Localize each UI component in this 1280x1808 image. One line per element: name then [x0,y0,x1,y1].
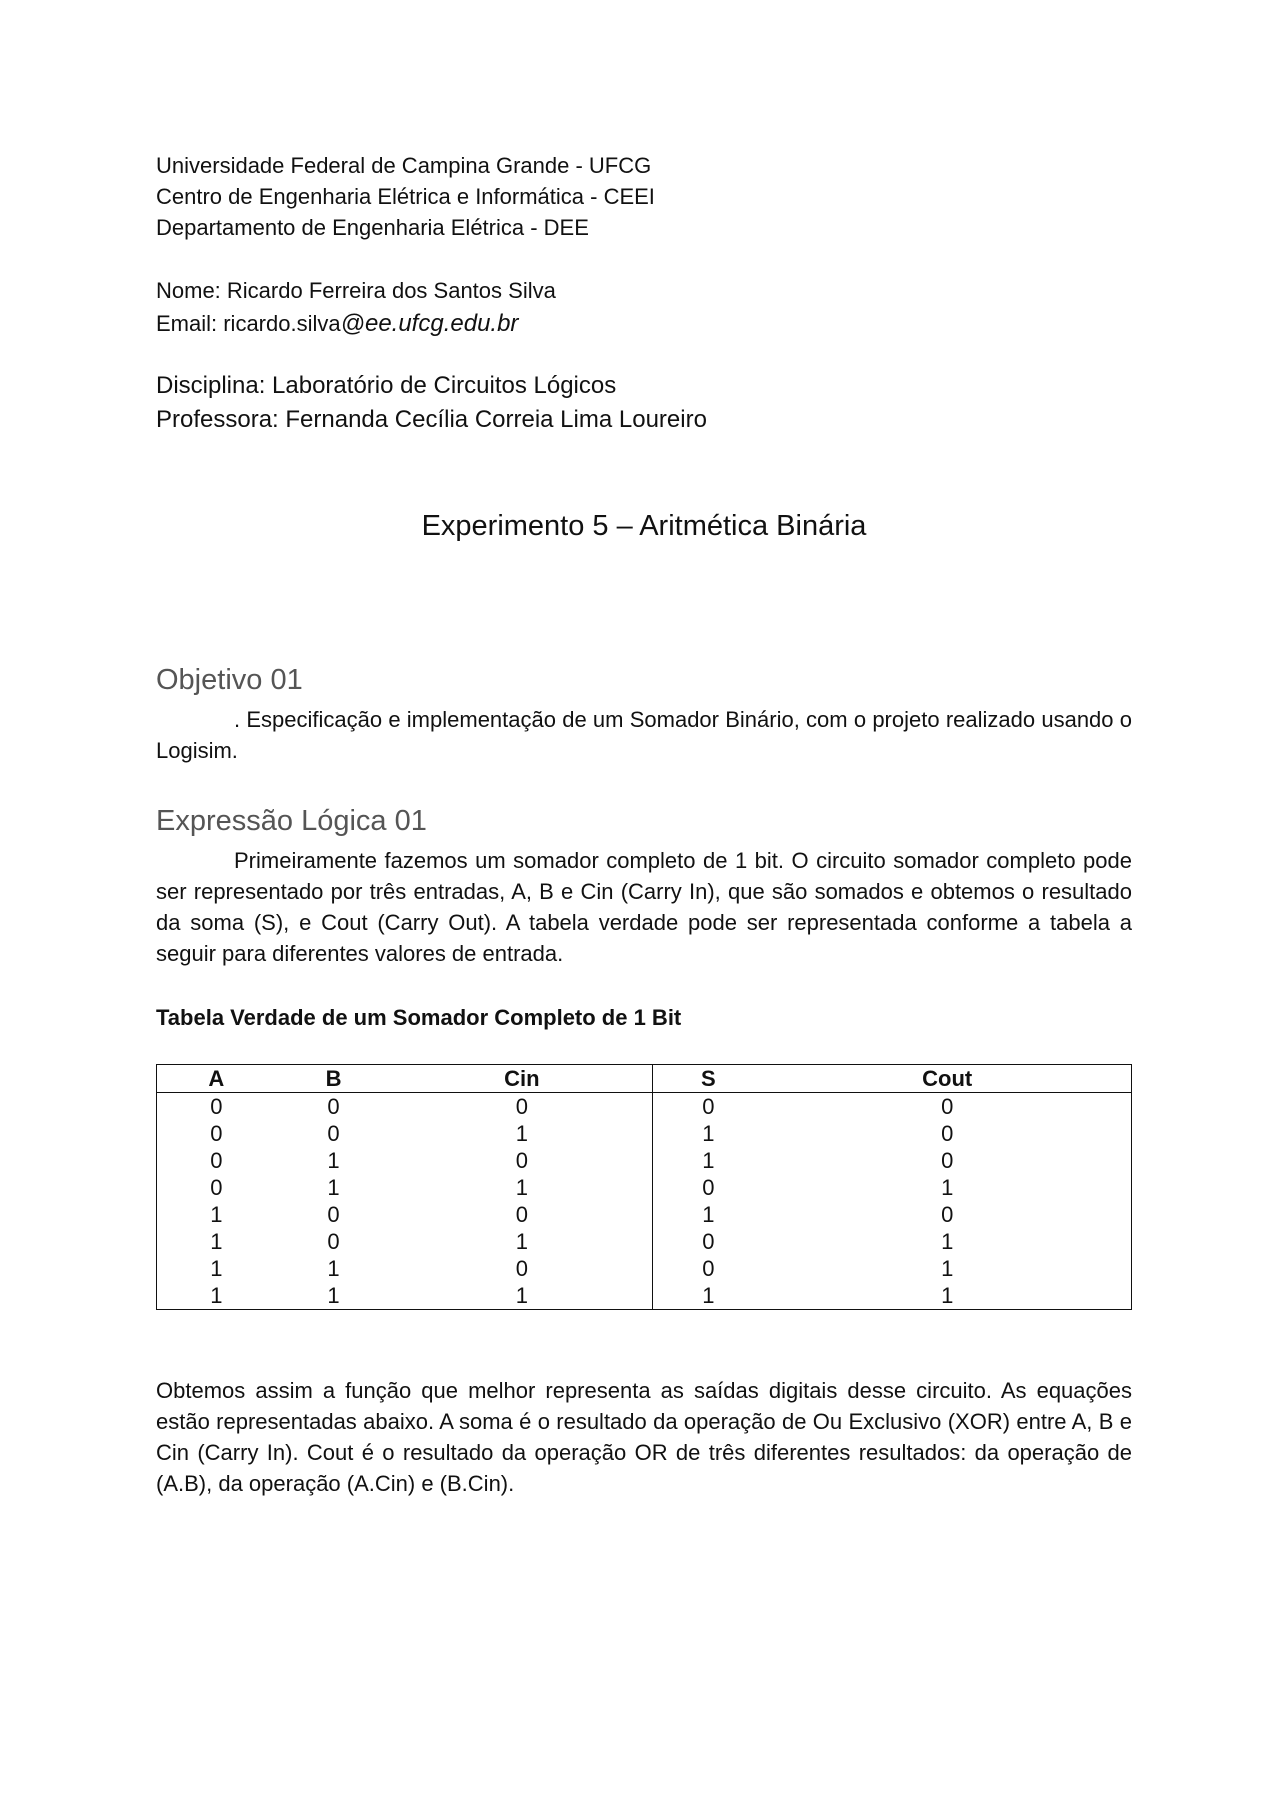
department-line: Departamento de Engenharia Elétrica - DEE [156,215,589,240]
institution-header [156,150,1132,243]
expression-text: Primeiramente fazemos um somador completo de 1 bit. O circuito somador completo pode ser representado por três entradas, A, B e Cin (Carry In), que são somados e obtemos o resultado da soma (S), e Cout (Carry Out). A tabela verdade pode ser representada conforme a tabela a seguir para diferentes valores de entrada. [156,848,1132,966]
document-title: Experimento 5 – Aritmética Binária [421,510,867,542]
expression-heading: Expressão Lógica 01 [156,805,427,837]
table-row [157,1282,1132,1310]
cell-s: 0 [653,1255,763,1282]
cell-b: 1 [327,1283,340,1308]
discipline-line: Disciplina: Laboratório de Circuitos Lógicos [156,372,617,399]
student-info [156,274,1132,340]
cell-a: 0 [210,1094,223,1119]
objective-paragraph [156,704,1132,766]
table-caption: Tabela Verdade de um Somador Completo de 1 Bit [156,1005,682,1030]
cell-s: 0 [653,1174,763,1201]
header-s: S [653,1065,763,1093]
table-row [157,1201,1132,1228]
email-domain: @ee.ufcg.edu.br [340,310,519,337]
objective-text: . Especificação e implementação de um Somador Binário, com o projeto realizado usando o Logisim. [156,707,1132,763]
objective-heading: Objetivo 01 [156,664,303,696]
expression-paragraph [156,845,1132,969]
cell-a: 0 [210,1148,223,1173]
cell-s: 1 [653,1147,763,1174]
cell-b: 0 [327,1202,340,1227]
closing-paragraph: Obtemos assim a função que melhor representa as saídas digitais desse circuito. As equações estão representadas abaixo. A soma é o resultado da operação de Ou Exclusivo (XOR) entre A, B e Cin (Carry In). Cout é o resultado da operação OR de três diferentes resultados: da operação de (A.B), da operação (A.Cin) e (B.Cin). [156,1378,1132,1496]
table-row [157,1147,1132,1174]
cell-cin: 0 [515,1256,528,1281]
professor-line: Professora: Fernanda Cecília Correia Lima Loureiro [156,406,707,433]
email-prefix: Email: ricardo.silva [156,311,341,336]
cell-b: 0 [327,1121,340,1146]
cell-cout: 1 [941,1229,954,1254]
cell-s: 0 [653,1093,763,1121]
course-info [156,369,1132,437]
cell-b: 1 [327,1175,340,1200]
cell-s: 0 [653,1228,763,1255]
header-a: A [157,1065,276,1093]
cell-a: 1 [210,1202,223,1227]
header-cout: Cout [763,1065,1131,1093]
cell-b: 1 [327,1148,340,1173]
cell-cout: 1 [941,1283,954,1308]
university-line: Universidade Federal de Campina Grande - UFCG [156,153,652,178]
cell-cout: 1 [941,1256,954,1281]
cell-cout: 0 [941,1094,954,1119]
table-row [157,1228,1132,1255]
cell-s: 1 [653,1201,763,1228]
cell-cin: 1 [515,1121,528,1146]
table-row [157,1174,1132,1201]
cell-cin: 1 [515,1229,528,1254]
cell-a: 1 [210,1256,223,1281]
cell-cout: 0 [941,1148,954,1173]
cell-cout: 1 [941,1175,954,1200]
student-email [156,307,1132,340]
header-cin: Cin [391,1065,653,1093]
document-page [156,150,1132,1499]
table-header-row [157,1065,1132,1093]
table-row [157,1120,1132,1147]
cell-b: 0 [327,1229,340,1254]
cell-b: 0 [327,1094,340,1119]
center-line: Centro de Engenharia Elétrica e Informática - CEEI [156,184,655,209]
cell-cout: 0 [941,1121,954,1146]
header-b: B [276,1065,392,1093]
cell-b: 1 [327,1256,340,1281]
cell-cin: 0 [515,1202,528,1227]
cell-cin: 0 [515,1148,528,1173]
table-row [157,1255,1132,1282]
student-name: Nome: Ricardo Ferreira dos Santos Silva [156,278,556,303]
cell-a: 1 [210,1283,223,1308]
cell-a: 0 [210,1175,223,1200]
cell-s: 1 [653,1282,763,1310]
cell-cin: 1 [515,1175,528,1200]
cell-cin: 1 [515,1283,528,1308]
cell-a: 0 [210,1121,223,1146]
cell-a: 1 [210,1229,223,1254]
cell-cin: 0 [515,1094,528,1119]
cell-cout: 0 [941,1202,954,1227]
cell-s: 1 [653,1120,763,1147]
table-row [157,1093,1132,1121]
truth-table [156,1064,1132,1310]
